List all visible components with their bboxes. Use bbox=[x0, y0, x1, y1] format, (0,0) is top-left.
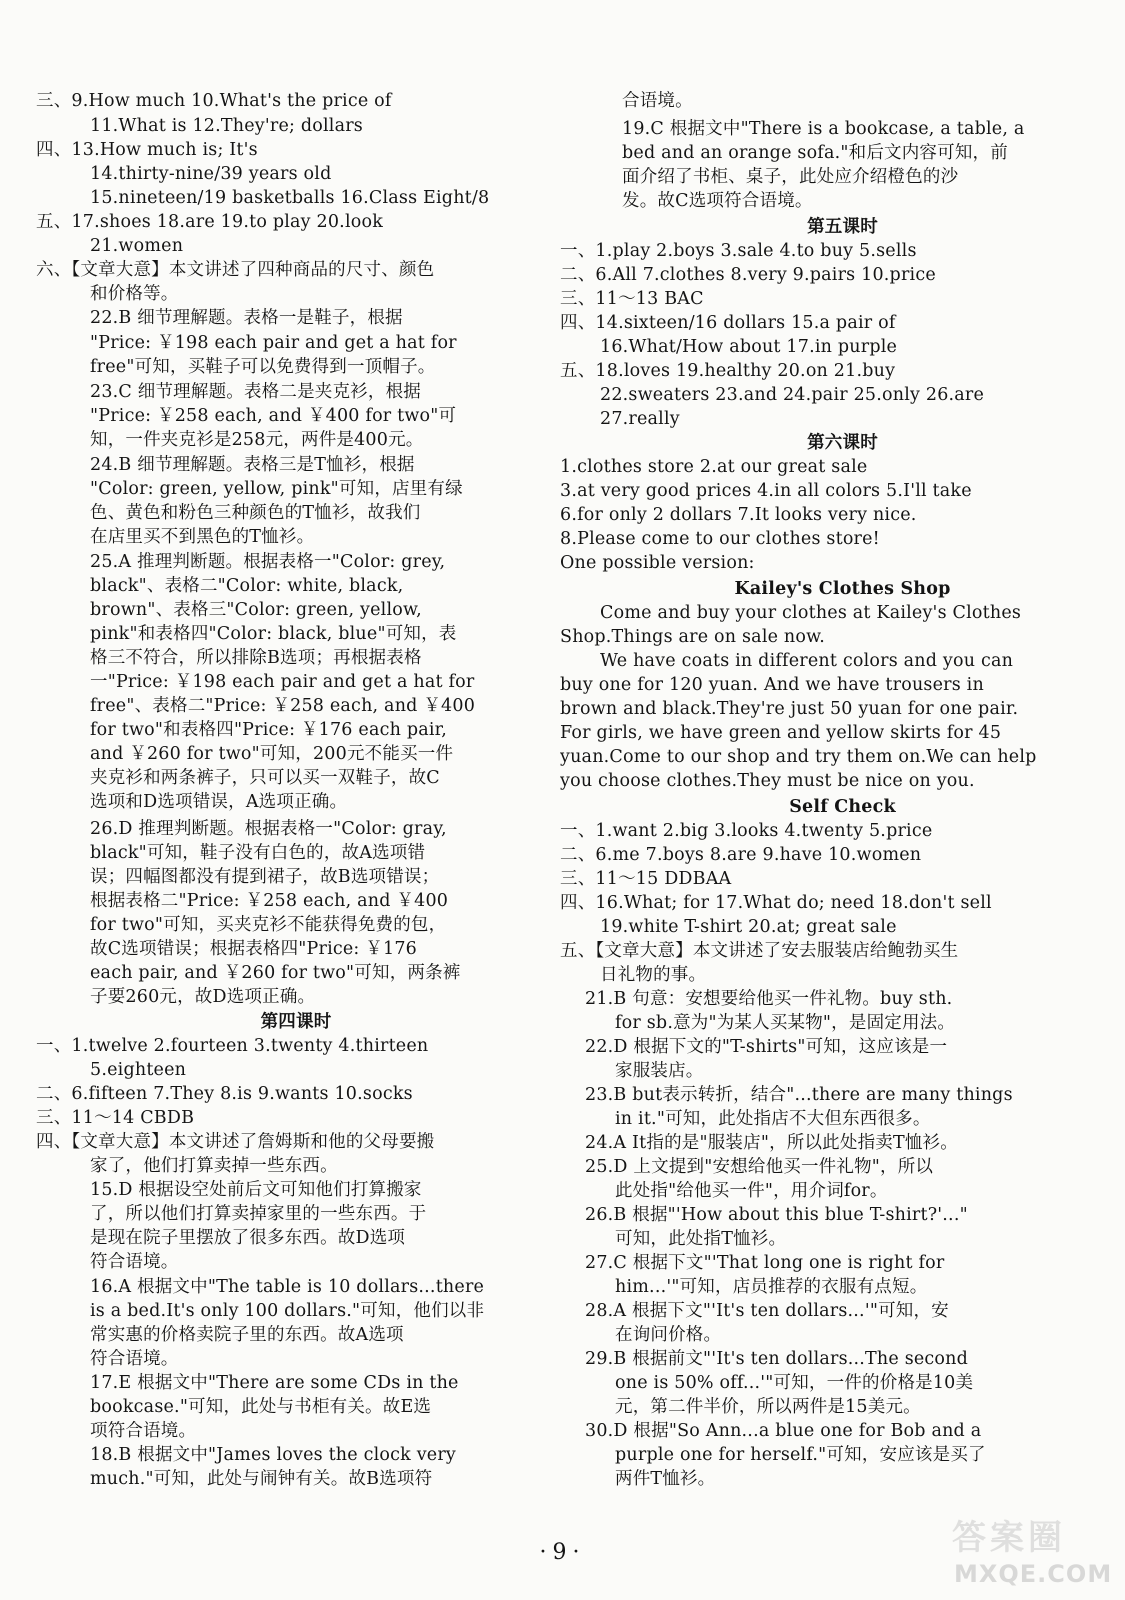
answer-line: 合语境。 bbox=[622, 91, 693, 111]
answer-line: 15.nineteen/19 basketballs 16.Class Eight/8 bbox=[90, 188, 490, 208]
answer-line: 六、【文章大意】本文讲述了四种商品的尺寸、颜色 bbox=[36, 260, 435, 280]
answer-line: 三、11～15 DDBAA bbox=[560, 869, 732, 889]
answer-line: brown"、表格三"Color: green, yellow, bbox=[90, 600, 422, 620]
answer-line: and ￥260 for two"可知，200元不能买一件 bbox=[90, 744, 454, 764]
answer-line: 22.sweaters 23.and 24.pair 25.only 26.are bbox=[600, 385, 985, 405]
answer-line: 选项和D选项错误，A选项正确。 bbox=[90, 792, 348, 812]
answer-line: 是现在院子里摆放了很多东西。故D选项 bbox=[90, 1228, 406, 1248]
section-heading: Kailey's Clothes Shop bbox=[734, 579, 951, 599]
answer-line: 三、9.How much 10.What's the price of bbox=[36, 91, 392, 111]
answer-line: 面介绍了书柜、桌子，此处应介绍橙色的沙 bbox=[622, 167, 959, 187]
answer-line: 27.C 根据下文"'That long one is right for bbox=[585, 1253, 945, 1273]
section-heading: 第五课时 bbox=[807, 217, 878, 237]
section-heading: 第六课时 bbox=[807, 433, 878, 453]
answer-line: 四、13.How much is; It's bbox=[36, 140, 258, 160]
answer-line: 16.A 根据文中"The table is 10 dollars...there bbox=[90, 1277, 485, 1297]
answer-line: 14.thirty-nine/39 years old bbox=[90, 164, 332, 184]
watermark-top: 答案圈 bbox=[952, 1518, 1066, 1558]
answer-line: 18.B 根据文中"James loves the clock very bbox=[90, 1445, 456, 1465]
answer-line: one is 50% off...'"可知，一件的价格是10美 bbox=[615, 1373, 974, 1393]
answer-line: 家了，他们打算卖掉一些东西。 bbox=[90, 1156, 338, 1176]
answer-line: 夹克衫和两条裤子，只可以买一双鞋子，故C bbox=[90, 768, 440, 788]
section-heading: Self Check bbox=[789, 797, 896, 817]
answer-line: 3.at very good prices 4.in all colors 5.I'll take bbox=[560, 481, 972, 501]
answer-line: 一、1.twelve 2.fourteen 3.twenty 4.thirteen bbox=[36, 1036, 429, 1056]
answer-line: 6.for only 2 dollars 7.It looks very nice. bbox=[560, 505, 917, 525]
answer-line: 子要260元，故D选项正确。 bbox=[90, 987, 316, 1007]
answer-line: 21.B 句意：安想要给他买一件礼物。buy sth. bbox=[585, 989, 953, 1009]
answer-line: 一、1.play 2.boys 3.sale 4.to buy 5.sells bbox=[560, 241, 917, 261]
answer-line: 17.E 根据文中"There are some CDs in the bbox=[90, 1373, 459, 1393]
answer-line: 在询问价格。 bbox=[615, 1325, 722, 1345]
answer-line: him...'"可知，店员推荐的衣服有点短。 bbox=[615, 1277, 928, 1297]
answer-line: 四、16.What; for 17.What do; need 18.don't sell bbox=[560, 893, 992, 913]
answer-line: One possible version: bbox=[560, 553, 755, 573]
answer-line: 28.A 根据下文"'It's ten dollars...'"可知，安 bbox=[585, 1301, 949, 1321]
page-number: ·9· bbox=[539, 1540, 586, 1565]
answer-line: 1.clothes store 2.at our great sale bbox=[560, 457, 868, 477]
answer-line: bed and an orange sofa."和后文内容可知，前 bbox=[622, 143, 1008, 163]
answer-line: you choose clothes.They must be nice on you. bbox=[560, 771, 975, 791]
answer-line: 26.B 根据"'How about this blue T-shirt?'..." bbox=[585, 1205, 968, 1225]
answer-line: brown and black.They're just 50 yuan for one pair. bbox=[560, 699, 1019, 719]
answer-line: for two"可知，买夹克衫不能获得免费的包， bbox=[90, 915, 447, 935]
answer-line: 25.D 上文提到"安想给他买一件礼物"，所以 bbox=[585, 1157, 934, 1177]
answer-line: 四、14.sixteen/16 dollars 15.a pair of bbox=[560, 313, 896, 333]
answer-line: 22.B 细节理解题。表格一是鞋子，根据 bbox=[90, 308, 403, 328]
answer-line: 发。故C选项符合语境。 bbox=[622, 191, 813, 211]
answer-line: 24.B 细节理解题。表格三是T恤衫，根据 bbox=[90, 455, 415, 475]
answer-line: 5.eighteen bbox=[90, 1060, 187, 1080]
answer-line: 11.What is 12.They're; dollars bbox=[90, 116, 363, 136]
page-number-value: 9 bbox=[552, 1540, 573, 1565]
answer-line: 知，一件夹克衫是258元，两件是400元。 bbox=[90, 430, 424, 450]
answer-line: yuan.Come to our shop and try them on.We can help bbox=[560, 747, 1037, 767]
answer-line: 根据表格二"Price: ￥258 each, and ￥400 bbox=[90, 891, 449, 911]
answer-line: free"可知，买鞋子可以免费得到一顶帽子。 bbox=[90, 357, 436, 377]
answer-line: 二、6.fifteen 7.They 8.is 9.wants 10.socks bbox=[36, 1084, 413, 1104]
answer-line: 16.What/How about 17.in purple bbox=[600, 337, 898, 357]
answer-line: for two"和表格四"Price: ￥176 each pair, bbox=[90, 720, 448, 740]
watermark-logo bbox=[932, 1508, 1112, 1592]
answer-line: 一"Price: ￥198 each pair and get a hat for bbox=[90, 672, 475, 692]
answer-line: pink"和表格四"Color: black, blue"可知，表 bbox=[90, 624, 457, 644]
answer-line: 可知，此处指T恤衫。 bbox=[615, 1229, 787, 1249]
answer-line: much."可知，此处与闹钟有关。故B选项符 bbox=[90, 1469, 433, 1489]
answer-line: 21.women bbox=[90, 236, 184, 256]
answer-line: 二、6.All 7.clothes 8.very 9.pairs 10.price bbox=[560, 265, 936, 285]
answer-line: 8.Please come to our clothes store! bbox=[560, 529, 880, 549]
answer-line: 29.B 根据前文"'It's ten dollars...The second bbox=[585, 1349, 969, 1369]
answer-line: 五、18.loves 19.healthy 20.on 21.buy bbox=[560, 361, 896, 381]
answer-line: 19.white T-shirt 20.at; great sale bbox=[600, 917, 897, 937]
answer-line: 五、17.shoes 18.are 19.to play 20.look bbox=[36, 212, 384, 232]
answer-line: 24.A It指的是"服装店"，所以此处指卖T恤衫。 bbox=[585, 1133, 958, 1153]
answer-line: 了，所以他们打算卖掉家里的一些东西。于 bbox=[90, 1204, 427, 1224]
answer-line: 符合语境。 bbox=[90, 1252, 179, 1272]
answer-line: each pair, and ￥260 for two"可知，两条裤 bbox=[90, 963, 461, 983]
answer-line: "Price: ￥258 each, and ￥400 for two"可 bbox=[90, 406, 457, 426]
answer-line: 15.D 根据设空处前后文可知他们打算搬家 bbox=[90, 1180, 422, 1200]
answer-line: buy one for 120 yuan. And we have trousers in bbox=[560, 675, 984, 695]
answer-line: 在店里买不到黑色的T恤衫。 bbox=[90, 527, 315, 547]
answer-line: 元，第二件半价，所以两件是15美元。 bbox=[615, 1397, 921, 1417]
answer-line: 二、6.me 7.boys 8.are 9.have 10.women bbox=[560, 845, 922, 865]
answer-line: 误；四幅图都没有提到裙子，故B选项错误； bbox=[90, 867, 440, 887]
answer-line: black"可知，鞋子没有白色的，故A选项错 bbox=[90, 843, 426, 863]
answer-line: 和价格等。 bbox=[90, 284, 179, 304]
answer-line: 两件T恤衫。 bbox=[615, 1469, 716, 1489]
section-heading: 第四课时 bbox=[260, 1012, 332, 1032]
answer-line: is a bed.It's only 100 dollars."可知，他们以非 bbox=[90, 1301, 485, 1321]
answer-line: 23.C 细节理解题。表格二是夹克衫，根据 bbox=[90, 382, 421, 402]
answer-line: 27.really bbox=[600, 409, 680, 429]
answer-line: 三、11～14 CBDB bbox=[36, 1108, 195, 1128]
answer-line: "Price: ￥198 each pair and get a hat for bbox=[90, 333, 457, 353]
answer-line: free"、表格二"Price: ￥258 each, and ￥400 bbox=[90, 696, 476, 716]
answer-line: for sb.意为"为某人买某物"，是固定用法。 bbox=[615, 1013, 956, 1033]
answer-line: purple one for herself."可知，安应该是买了 bbox=[615, 1445, 986, 1465]
watermark-bottom: MXQE.COM bbox=[954, 1560, 1113, 1588]
answer-line: 格三不符合，所以排除B选项；再根据表格 bbox=[90, 648, 422, 668]
answer-line: in it."可知，此处指店不大但东西很多。 bbox=[615, 1109, 931, 1129]
answer-line: 四、【文章大意】本文讲述了詹姆斯和他的父母要搬 bbox=[36, 1132, 435, 1152]
answer-line: "Color: green, yellow, pink"可知，店里有绿 bbox=[90, 479, 463, 499]
answer-line: 家服装店。 bbox=[615, 1061, 704, 1081]
answer-line: Come and buy your clothes at Kailey's Clothes bbox=[600, 603, 1022, 623]
answer-line: 符合语境。 bbox=[90, 1349, 179, 1369]
answer-line: 三、11～13 BAC bbox=[560, 289, 704, 309]
answer-line: 30.D 根据"So Ann...a blue one for Bob and a bbox=[585, 1421, 982, 1441]
answer-line: Shop.Things are on sale now. bbox=[560, 627, 826, 647]
answer-line: 五、【文章大意】本文讲述了安去服装店给鲍勃买生 bbox=[560, 941, 959, 961]
answer-line: 故C选项错误；根据表格四"Price: ￥176 bbox=[90, 939, 417, 959]
answer-line: For girls, we have green and yellow skirts for 45 bbox=[560, 723, 1002, 743]
answer-line: 日礼物的事。 bbox=[600, 965, 707, 985]
answer-line: 常实惠的价格卖院子里的东西。故A选项 bbox=[90, 1325, 404, 1345]
answer-line: 项符合语境。 bbox=[90, 1421, 197, 1441]
answer-line: We have coats in different colors and you can bbox=[600, 651, 1014, 671]
answer-line: black"、表格二"Color: white, black, bbox=[90, 576, 404, 596]
answer-line: 25.A 推理判断题。根据表格一"Color: grey, bbox=[90, 552, 446, 572]
answer-line: 23.B but表示转折，结合"...there are many things bbox=[585, 1085, 1013, 1105]
answer-line: 一、1.want 2.big 3.looks 4.twenty 5.price bbox=[560, 821, 933, 841]
answer-line: 此处指"给他买一件"，用介词for。 bbox=[615, 1181, 888, 1201]
answer-line: 19.C 根据文中"There is a bookcase, a table, a bbox=[622, 119, 1025, 139]
answer-line: bookcase."可知，此处与书柜有关。故E选 bbox=[90, 1397, 432, 1417]
answer-line: 色、黄色和粉色三种颜色的T恤衫，故我们 bbox=[90, 503, 421, 523]
answer-line: 26.D 推理判断题。根据表格一"Color: gray, bbox=[90, 819, 447, 839]
answer-line: 22.D 根据下文的"T-shirts"可知，这应该是一 bbox=[585, 1037, 948, 1057]
